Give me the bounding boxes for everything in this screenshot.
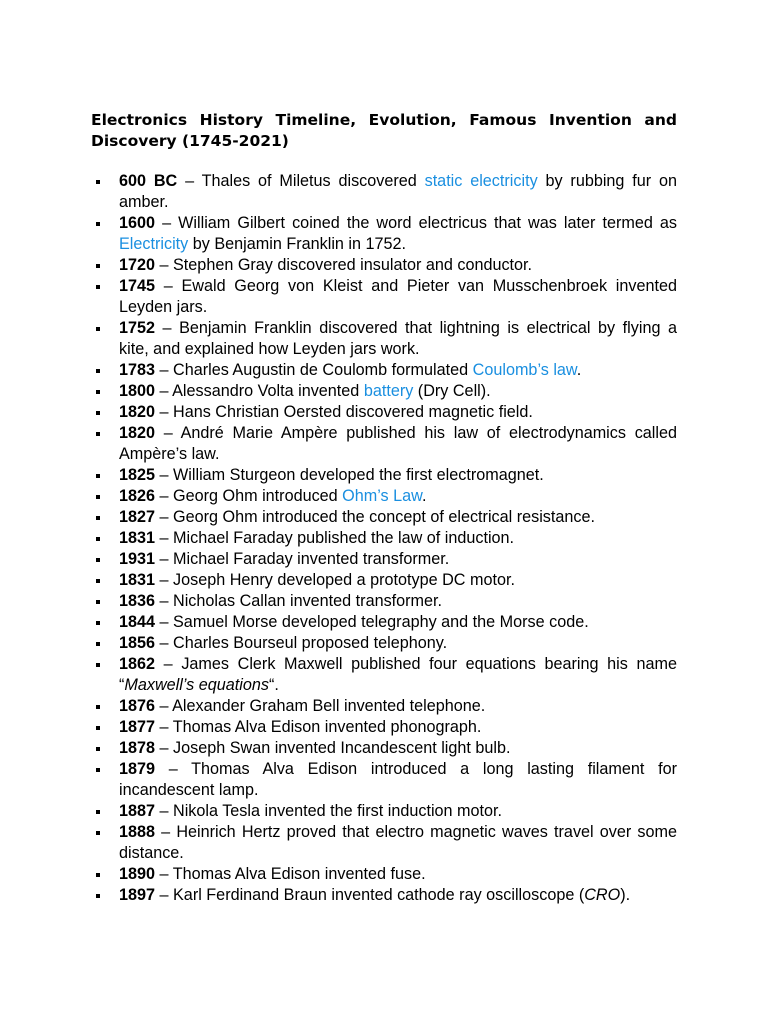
entry-text: . [421,487,427,505]
entry-text: – Joseph Henry developed a prototype DC motor. [155,571,515,589]
entry-year: 1856 [119,634,156,652]
entry-text: – Nicholas Callan invented transformer. [155,592,443,610]
entry-text: – Alexander Graham Bell invented telephone. [155,697,486,715]
inline-link[interactable]: Ohm’s Law [342,487,422,505]
timeline-list [91,171,677,906]
timeline-entry [91,171,677,213]
entry-text: – Benjamin Franklin discovered that lightning is electrical by flying a kite, and explained how Leyden jars work. [119,319,677,358]
bullet-square-icon [96,432,100,436]
bullet-square-icon [96,495,100,499]
entry-year: 1600 [119,214,156,232]
entry-text: – Samuel Morse developed telegraphy and the Morse code. [155,613,589,631]
entry-year: 1831 [119,571,156,589]
timeline-entry [91,885,677,906]
entry-text: – André Marie Ampère published his law of electrodynamics called Ampère’s law. [119,424,677,463]
bullet-square-icon [96,264,100,268]
entry-year: 1800 [119,382,156,400]
entry-year: 1836 [119,592,156,610]
timeline-entry [91,549,677,570]
entry-year: 1720 [119,256,156,274]
entry-text: – Heinrich Hertz proved that electro magnetic waves travel over some distance. [119,823,677,862]
entry-text: – Michael Faraday published the law of induction. [155,529,515,547]
timeline-entry [91,360,677,381]
entry-year: 1931 [119,550,156,568]
entry-year: 600 BC [119,172,178,190]
bullet-square-icon [96,390,100,394]
bullet-square-icon [96,621,100,625]
entry-year: 1897 [119,886,156,904]
timeline-entry [91,276,677,318]
emphasized-text: CRO [584,886,621,904]
entry-text: – Joseph Swan invented Incandescent light bulb. [155,739,511,757]
bullet-square-icon [96,222,100,226]
document-title: Electronics History Timeline, Evolution, Famous Invention and Discovery (1745-2021) [91,111,677,150]
entry-year: 1752 [119,319,156,337]
entry-text: – Georg Ohm introduced [155,487,343,505]
emphasized-text: Maxwell’s equations [124,676,269,694]
entry-text: by Benjamin Franklin in 1752. [188,235,407,253]
entry-year: 1820 [119,424,156,442]
entry-year: 1879 [119,760,156,778]
bullet-square-icon [96,474,100,478]
entry-year: 1825 [119,466,156,484]
inline-link[interactable]: Electricity [119,235,189,253]
bullet-square-icon [96,285,100,289]
timeline-entry [91,759,677,801]
inline-link[interactable]: battery [363,382,414,400]
entry-text: – Thomas Alva Edison introduced a long lasting filament for incandescent lamp. [119,760,677,799]
timeline-entry [91,654,677,696]
entry-text: – Alessandro Volta invented [155,382,364,400]
bullet-square-icon [96,810,100,814]
entry-year: 1827 [119,508,156,526]
bullet-square-icon [96,642,100,646]
entry-text: (Dry Cell). [413,382,491,400]
timeline-entry [91,738,677,759]
timeline-entry [91,486,677,507]
bullet-square-icon [96,369,100,373]
entry-year: 1783 [119,361,156,379]
entry-year: 1826 [119,487,156,505]
entry-text: – Stephen Gray discovered insulator and conductor. [155,256,533,274]
entry-text: – Nikola Tesla invented the first induction motor. [155,802,503,820]
entry-year: 1888 [119,823,156,841]
entry-text: – Hans Christian Oersted discovered magnetic field. [155,403,533,421]
timeline-entry [91,402,677,423]
entry-text: . [576,361,582,379]
entry-text: – Georg Ohm introduced the concept of electrical resistance. [155,508,596,526]
timeline-entry [91,864,677,885]
entry-year: 1878 [119,739,156,757]
entry-text: ). [620,886,631,904]
bullet-square-icon [96,663,100,667]
bullet-square-icon [96,873,100,877]
bullet-square-icon [96,180,100,184]
entry-year: 1820 [119,403,156,421]
bullet-square-icon [96,894,100,898]
bullet-square-icon [96,516,100,520]
bullet-square-icon [96,579,100,583]
entry-text: – Charles Augustin de Coulomb formulated [155,361,473,379]
entry-text: – Charles Bourseul proposed telephony. [155,634,448,652]
timeline-entry [91,570,677,591]
timeline-entry [91,822,677,864]
timeline-entry [91,381,677,402]
bullet-square-icon [96,411,100,415]
bullet-square-icon [96,558,100,562]
document-page [91,110,677,906]
entry-text: by rubbing fur on amber. [119,172,677,211]
entry-text: – Karl Ferdinand Braun invented cathode ray oscilloscope ( [155,886,585,904]
timeline-entry [91,255,677,276]
entry-text: – William Gilbert coined the word electricus that was later termed as [155,214,677,232]
timeline-entry [91,591,677,612]
entry-text: – Thales of Miletus discovered [177,172,425,190]
bullet-square-icon [96,705,100,709]
bullet-square-icon [96,726,100,730]
timeline-entry [91,612,677,633]
entry-text: – Thomas Alva Edison invented phonograph. [155,718,482,736]
entry-text: “. [268,676,279,694]
entry-year: 1876 [119,697,156,715]
entry-year: 1890 [119,865,156,883]
timeline-entry [91,801,677,822]
entry-text: – Michael Faraday invented transformer. [155,550,450,568]
entry-year: 1862 [119,655,156,673]
entry-year: 1887 [119,802,156,820]
bullet-square-icon [96,327,100,331]
entry-text: – Thomas Alva Edison invented fuse. [155,865,426,883]
timeline-entry [91,465,677,486]
bullet-square-icon [96,600,100,604]
timeline-entry [91,507,677,528]
bullet-square-icon [96,831,100,835]
entry-year: 1831 [119,529,156,547]
entry-year: 1844 [119,613,156,631]
bullet-square-icon [96,747,100,751]
inline-link[interactable]: static electricity [424,172,538,190]
entry-year: 1745 [119,277,156,295]
timeline-entry [91,696,677,717]
entry-text: – Ewald Georg von Kleist and Pieter van Musschenbroek invented Leyden jars. [119,277,677,316]
bullet-square-icon [96,768,100,772]
bullet-square-icon [96,537,100,541]
timeline-entry [91,423,677,465]
entry-text: – William Sturgeon developed the first electromagnet. [155,466,544,484]
timeline-entry [91,717,677,738]
timeline-entry [91,318,677,360]
timeline-entry [91,633,677,654]
entry-year: 1877 [119,718,156,736]
timeline-entry [91,528,677,549]
entry-text: – James Clerk Maxwell published four equations bearing his name “ [119,655,677,694]
timeline-entry [91,213,677,255]
inline-link[interactable]: Coulomb’s law [472,361,577,379]
